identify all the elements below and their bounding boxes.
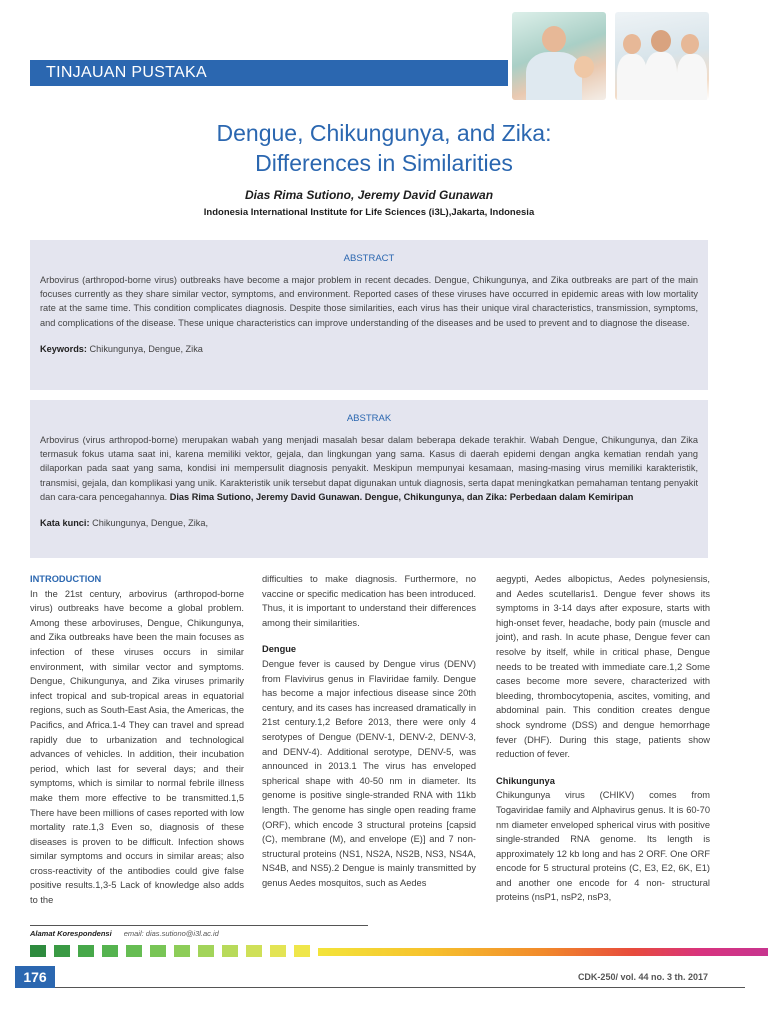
stripe-dash bbox=[126, 945, 142, 957]
body-column-2 bbox=[262, 572, 476, 890]
dengue-heading: Dengue bbox=[262, 644, 297, 655]
stripe-dash bbox=[150, 945, 166, 957]
dengue-continued: aegypti, Aedes albopictus, Aedes polynesiensis, and Aedes scutellaris1. Dengue fever shows its symptoms in 3-14 days after exposure, starts with high-onset fever, headache, body pain (muscle and joint), and rash. In acute phase, Dengue fever can resolve by itself, while in critical phase, Dengue needs to be treated with immediate care.1,2 Some cases become more severe, characterized with bleeding, thrombocytopenia, ascites, vomiting, and abdominal pain. This condition creates dengue shock syndrome (DSS) and dengue hemorrhage fever (DHF). During this stage, patients show reduction of fever. bbox=[496, 574, 710, 760]
abstrak-keywords bbox=[40, 518, 698, 528]
correspondence-footnote bbox=[30, 929, 219, 938]
authors: Dias Rima Sutiono, Jeremy David Gunawan bbox=[244, 188, 494, 202]
abstrak-box bbox=[30, 400, 708, 558]
abstract-keywords bbox=[40, 344, 698, 354]
stripe-dash bbox=[270, 945, 286, 957]
journal-citation: CDK-250/ vol. 44 no. 3 th. 2017 bbox=[577, 972, 708, 982]
abstract-text: Arbovirus (arthropod-borne virus) outbreaks have become a major problem in recent decades. Dengue, Chikungunya, and Zika outbreaks are part of the main focuses currently as they share similar vector, symptoms, and environment. Reported cases of these viruses have occurred in epidemic areas with low mortality rate at the same time. This condition complicates diagnosis. Despite those similarities, each virus has their unique viral characteristics, transmission, symptoms, and complications of the disease. These unique characteristics can improve understanding of the diseases and be used to prevent and to diagnose the disease. bbox=[40, 275, 698, 328]
section-banner bbox=[30, 60, 508, 86]
stripe-dash bbox=[222, 945, 238, 957]
stripe-dash bbox=[54, 945, 70, 957]
section-label: TINJAUAN PUSTAKA bbox=[46, 64, 207, 81]
title-line-1: Dengue, Chikungunya, and Zika: bbox=[216, 120, 552, 146]
dengue-text: Dengue fever is caused by Dengue virus (DENV) from Flavivirus genus in Flaviridae family. Dengue has become a major infectious disease since 20th century, and its cases has increased dramatically in 21st century.1,2 Before 2013, there were only 4 serotypes of Dengue (DENV-1, DENV-2, DENV-3, and DENV-4). Additional serotype, DENV-5, was announced in 2013.1 The virus has enveloped spherical shape with 40-50 nm in diameter. Its genome is positive single-stranded RNA with 11kb length. The genome has single open reading frame (ORF), which encode 3 structural proteins [capsid (C), membrane (M), and envelope (E)] and 7 non-structural proteins (NS1, NS2A, NS2B, NS3, NS4A, NS4B, and NS5).2 Dengue is mainly transmitted by genus Aedes mosquitos, such as Aedes bbox=[262, 658, 476, 888]
body-column-1 bbox=[30, 572, 244, 908]
stripe-dash bbox=[30, 945, 46, 957]
introduction-continued: difficulties to make diagnosis. Furthermore, no vaccine or specific medication has been introduced. Thus, it is important to understand their differences among their similarities. bbox=[262, 574, 476, 628]
page-number: 176 bbox=[15, 966, 55, 988]
keywords-values: Chikungunya, Dengue, Zika bbox=[86, 343, 203, 354]
introduction-text: In the 21st century, arbovirus (arthropod-borne virus) outbreaks have become a global problem. Among these arboviruses, Dengue, Chikungunya, and Zika outbreaks have been the main focuses as infection of these viruses occurs in similar environment, with similar vector and symptoms. Dengue, Chikungunya, and Zika viruses primarily infect tropical and sub-tropical areas in equatorial regions, such as South-East Asia, the Americas, the Pacifics, and Africa.1-4 They can travel and spread rapidly due to urbanization and technological advances of vehicles. In addition, their incubation period, which last for several days; and their symptoms, which is similar to normal febrile illness make them more effective to be transmitted.1,5 There have been millions of cases reported with low mortality rate.1,3 Even so, diagnosis of these diseases is proven to be difficult. Infection shows similar symptoms and occurs in similar areas; also cross-reactivity of the antibodies could give false positive results.1,3-5 Lack of knowledge also adds to the bbox=[30, 588, 244, 906]
chikungunya-heading: Chikungunya bbox=[496, 775, 555, 786]
chikungunya-text: Chikungunya virus (CHIKV) comes from Togaviridae family and Alphavirus genus. It is 60-70 nm diameter enveloped spherical virus with positive single-stranded RNA genome. Its length is approximately 12 kb long and has 2 ORF. One ORF encode for 5 structural proteins (C, E3, E2, 6K, E1) and another one encode for 4 non- structural proteins (nsP1, nsP2, nsP3, bbox=[496, 790, 710, 903]
title-line-2: Differences in Similarities bbox=[255, 150, 513, 176]
correspondence-email: email: dias.sutiono@i3l.ac.id bbox=[123, 929, 219, 938]
introduction-heading: INTRODUCTION bbox=[30, 574, 102, 584]
footer-rule bbox=[55, 987, 745, 988]
footnote-rule bbox=[30, 925, 368, 926]
article-title bbox=[0, 118, 768, 178]
abstract-box bbox=[30, 240, 708, 390]
abstrak-citation: Dias Rima Sutiono, Jeremy David Gunawan. Dengue, Chikungunya, dan Zika: Perbedaan dalam Kemiripan bbox=[167, 491, 634, 502]
keywords-label: Keywords: bbox=[40, 343, 87, 354]
stripe-dash bbox=[78, 945, 94, 957]
decorative-gradient-bar bbox=[318, 948, 768, 956]
abstrak-body: Arbovirus (virus arthropod-borne) merupakan wabah yang menjadi masalah besar dalam beberapa dekade terakhir. Wabah Dengue, Chikungunya, dan Zika termasuk fokus utama saat ini, karena memiliki vektor, gejala, dan lingkungan yang sama. Kasus di daerah epidemi dengan angka kematian rendah yang dilaporkan pada saat yang sama, kondisi ini mempersulit diagnosis penyakit. Meskipun mempunyai kesamaan, masing-masing virus memiliki karakteristik, transmisi, gejala, dan komplikasi yang unik. Karakteristik unik tersebut dapat digunakan untuk diagnosis, serta dapat meningkatkan pemahaman tentang penyakit dan cara-cara pencegahannya. bbox=[40, 435, 698, 502]
correspondence-label: Alamat Korespondensi bbox=[30, 929, 112, 938]
stripe-dash bbox=[294, 945, 310, 957]
stripe-dash bbox=[102, 945, 118, 957]
affiliation: Indonesia International Institute for Life Sciences (i3L),Jakarta, Indonesia bbox=[203, 207, 535, 218]
stripe-dash bbox=[198, 945, 214, 957]
kata-kunci-values: Chikungunya, Dengue, Zika, bbox=[89, 518, 209, 529]
abstrak-text bbox=[40, 433, 698, 504]
header-photo-medical-team bbox=[615, 12, 709, 100]
kata-kunci-label: Kata kunci: bbox=[40, 518, 90, 529]
abstract-heading: ABSTRACT bbox=[343, 253, 395, 264]
header-photo-doctor-child bbox=[512, 12, 606, 100]
stripe-dash bbox=[246, 945, 262, 957]
stripe-dash bbox=[174, 945, 190, 957]
abstrak-heading: ABSTRAK bbox=[346, 413, 392, 424]
body-column-3 bbox=[496, 572, 710, 905]
